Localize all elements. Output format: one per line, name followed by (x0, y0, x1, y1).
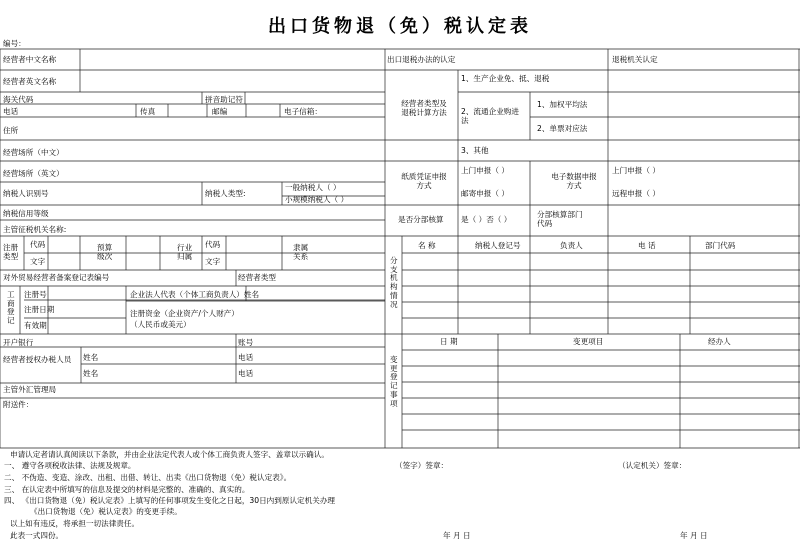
change-col-item: 变更项目 (573, 337, 604, 346)
reg-date-label: 注册日期 (24, 305, 55, 314)
forex-bureau-label: 主管外汇管理局 (3, 385, 57, 394)
clause-4b: 《出口货物退（免）税认定表》的变更手续。 (30, 507, 182, 516)
change-col-handler: 经办人 (708, 337, 731, 346)
small-taxpayer-option: 小规模纳税人（ ） (285, 195, 349, 204)
legal-rep-label: 企业法人代表（个体工商负责人）姓名 (130, 290, 260, 299)
account-label: 账号 (238, 338, 254, 347)
budget-level-label: 预算级次 (97, 243, 113, 261)
change-col-date: 日 期 (440, 337, 458, 346)
clause-5: 以上如有违反，将承担一切法律责任。 (10, 519, 140, 528)
clause-3: 三、 在认定表中所填写的信息及提交的材料是完整的、准确的、真实的。 (4, 485, 250, 494)
paper-method-label: 纸质凭证申报方式 (401, 172, 447, 190)
place-en-label: 经营场所（英文） (3, 169, 64, 178)
email-label: 电子信箱： (284, 107, 322, 116)
e-door-option: 上门申报（ ） (612, 166, 660, 175)
sign-left-label: （签字）签章： (395, 461, 449, 470)
branch-check-options: 是（ ）否（ ） (461, 215, 512, 224)
tax-authority-label: 主管征税机关名称: (3, 225, 67, 234)
reg-text-label: 文字 (30, 257, 46, 266)
reg-code-label: 代码 (30, 240, 46, 249)
branch-col-name: 名 称 (418, 241, 436, 250)
sign-right-label: （认定机关）签章： (618, 461, 687, 470)
customs-code-label: 海关代码 (3, 95, 34, 104)
serial-label: 编号： (3, 39, 26, 48)
e-method-label: 电子数据申报方式 (551, 172, 597, 190)
capital-unit-label: （人民币或美元） (130, 320, 191, 329)
taxpayer-id-label: 纳税人识别号 (3, 189, 49, 198)
date-left: 年 月 日 (443, 531, 471, 540)
date-right: 年 月 日 (680, 531, 708, 540)
e-remote-option: 远程申报（ ） (612, 189, 660, 198)
option-2-purchase: 2、流通企业购进法 (461, 107, 519, 125)
address-label: 住所 (3, 126, 19, 135)
general-taxpayer-option: 一般纳税人（ ） (285, 183, 341, 192)
branch-col-phone: 电 话 (638, 241, 656, 250)
option-2b-single: 2、单票对应法 (537, 124, 588, 133)
en-name-label: 经营者英文名称 (3, 77, 57, 86)
change-section-label: 变更登记事项 (390, 355, 398, 408)
attachments-label: 附送件： (3, 400, 34, 409)
footer-intro: 申请认定者请认真阅读以下条款，并由企业法定代表人或个体工商负责人签字、盖章以示确认。 (10, 450, 329, 459)
clause-1: 一、 遵守各项税收法律、法规及规章。 (4, 461, 136, 470)
option-3-other: 3、其他 (461, 146, 489, 155)
agency-approval-label: 退税机关认定 (612, 55, 658, 64)
biz-reg-label: 工商登记 (7, 290, 15, 326)
reg-type-label: 注册类型 (3, 243, 19, 261)
place-cn-label: 经营场所（中文） (3, 148, 64, 157)
foreign-trade-no-label: 对外贸易经营者备案登记表编号 (3, 273, 110, 282)
agent-name-1-label: 姓名 (83, 353, 99, 362)
valid-period-label: 有效期 (24, 321, 47, 330)
postcode-label: 邮编 (212, 107, 228, 116)
clause-2: 二、 不伪造、变造、涂改、出租、出借、转让、出卖《出口货物退（免）税认定表》。 (4, 473, 292, 482)
taxpayer-type-label: 纳税人类型: (205, 189, 246, 198)
option-1-production: 1、生产企业免、抵、退税 (461, 74, 550, 83)
applicable-method-label: 出口退税办法的认定 (387, 55, 456, 64)
industry-code-label: 代码 (205, 240, 221, 249)
industry-label: 行业归属 (177, 243, 193, 261)
credit-rating-label: 纳税信用等级 (3, 209, 49, 218)
paper-mail-option: 邮寄申报（ ） (461, 189, 509, 198)
bank-label: 开户银行 (3, 338, 34, 347)
affiliation-label: 隶属关系 (293, 243, 309, 261)
branch-col-dept: 部门代码 (705, 241, 736, 250)
copies-note: 此表一式四份。 (10, 531, 64, 540)
method-label: 经营者类型及退税计算方法 (401, 99, 447, 117)
agent-name-2-label: 姓名 (83, 369, 99, 378)
clause-4a: 四、 《出口货物退（免）税认定表》上填写的任何事项发生变化之日起，30日内到原认定机关办理 (4, 496, 336, 505)
industry-text-label: 文字 (205, 257, 221, 266)
paper-door-option: 上门申报（ ） (461, 166, 509, 175)
form-title: 出口货物退（免）税认定表 (268, 16, 532, 37)
reg-no-label: 注册号 (24, 290, 47, 299)
cn-name-label: 经营者中文名称 (3, 55, 57, 64)
pinyin-code-label: 拼音助记符 (205, 95, 243, 104)
capital-label: 注册资金（企业资产/个人财产） (130, 309, 239, 318)
branch-check-label: 是否分部核算 (398, 215, 444, 224)
fax-label: 传真 (140, 107, 156, 116)
option-2a-weighted: 1、加权平均法 (537, 100, 588, 109)
agent-label: 经营者授权办税人员 (3, 355, 72, 364)
operator-type-label: 经营者类型 (238, 273, 276, 282)
branch-col-taxid: 纳税人登记号 (475, 241, 521, 250)
phone-label: 电话 (3, 107, 19, 116)
agent-phone-2-label: 电话 (238, 369, 254, 378)
agent-phone-1-label: 电话 (238, 353, 254, 362)
branch-section-label: 分支机构情况 (390, 256, 398, 309)
branch-col-manager: 负责人 (560, 241, 583, 250)
branch-dept-label: 分部核算部门代码 (537, 210, 583, 228)
